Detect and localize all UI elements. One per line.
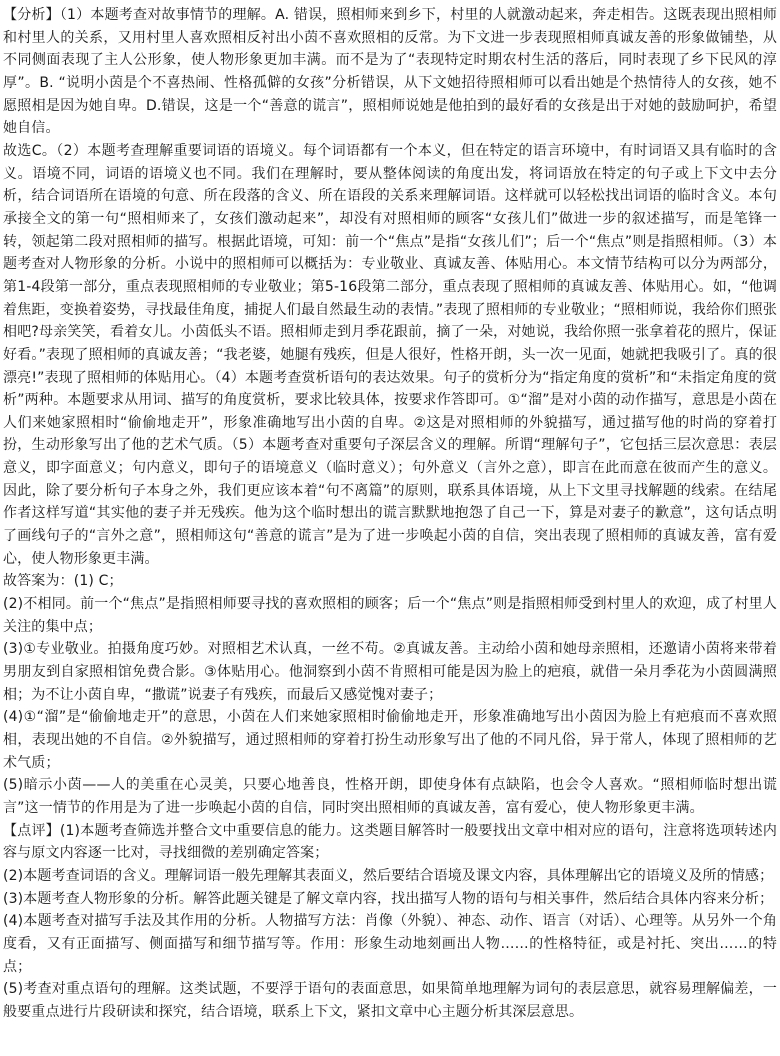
analysis-paragraph-1: 【分析】（1）本题考查对故事情节的理解。A. 错误，照相师来到乡下，村里的人就激动起来，奔走相告。这既表现出照相师和村里人的关系，又用村里人喜欢照相反衬出小茵不喜欢照相的反常。为下文进一步表现照相师真诚友善的形象做铺垫，从不同侧面表现了主人公形象，使人物形象更加丰满。而不是为了“表现特定时期农村生活的落后，同时表现了乡下民风的淳厚”。B. “说明小茵是个不喜热闹、性格孤僻的女孩”分析错误，从下文她招待照相师可以看出她是个热情待人的女孩，她不愿照相是因为她自卑。D.错误，这是一个“善意的谎言”，照相师说她是他拍到的最好看的女孩是出于对她的鼓励呵护，希望她自信。 — [3, 7, 777, 137]
comment-5: (5)考查对重点语句的理解。这类试题，不要浮于语句的表面意思，如果简单地理解为词句的表层意思，就容易理解偏差，一般要重点进行片段研读和探究，结合语境，联系上下文，紧扣文章中心主题分析其深层意思。 — [3, 981, 777, 1020]
comment-2: (2)本题考查词语的含义。理解词语一般先理解其表面义，然后要结合语境及课文内容，具体理解出它的语境义及所的情感； — [3, 867, 774, 884]
analysis-paragraph-2: 故选C。（2）本题考查理解重要词语的语境义。每个词语都有一个本义，但在特定的语言环境中，有时词语又具有临时的含义。语境不同，词语的语境义也不同。我们在理解时，要从整体阅读的角度出发，将词语放在特定的句子或上下文中去分析，结合词语所在语境的句意、所在段落的含义、所在语段的关系来理解词语。这样就可以轻松找出词语的临时含义。本句承接全文的第一句“照相师来了，女孩们激动起来”，却没有对照相师的顾客“女孩儿们”做进一步的叙述描写，而是笔锋一转，领起第二段对照相师的描写。根据此语境，可知：前一个“焦点”是指“女孩儿们”；后一个“焦点”则是指照相师。（3）本题考查对人物形象的分析。小说中的照相师可以概括为：专业敬业、真诚友善、体贴用心。本文情节结构可以分为两部分，第1-4段第一部分，重点表现照相师的专业敬业；第5-16段第二部分，重点表现了照相师的真诚友善、体贴用心。如，“他调着焦距，变换着姿势，寻找最佳角度，捕捉人们最自然最生动的表情。”表现了照相师的专业敬业；“照相师说，我给你们照张相吧?母亲笑笑，看着女儿。小茵低头不语。照相师走到月季花跟前，摘了一朵，对她说，我给你照一张拿着花的照片，保证好看。”表现了照相师的真诚友善；“我老婆，她腿有残疾，但是人很好，性格开朗，头一次一见面，她就把我吸引了。真的很漂亮!”表现了照相师的体贴用心。（4）本题考查赏析语句的表达效果。句子的赏析分为“指定角度的赏析”和“未指定角度的赏析”两种。本题要求从用词、描写的角度赏析，要求比较具体，按要求作答即可。①“溜”是对小茵的动作描写，意思是小茵在人们来她家照相时“偷偷地走开”，形象准确地写出小茵的自卑。②这是对照相师的外貌描写，通过描写他的时尚的穿着打扮，生动形象写出了他的艺术气质。（5）本题考查对重要句子深层含义的理解。所谓“理解句子”，它包括三层次意思：表层意义，即字面意义；句内意义，即句子的语境意义（临时意义）；句外意义（言外之意），即言在此而意在彼而产生的意义。因此，除了要分析句子本身之外，我们更应该本着“句不离篇”的原则，联系具体语境，从上下文里寻找解题的线索。在结尾作者这样写道“其实他的妻子并无残疾。他为这个临时想出的谎言默默地抱怨了自己一下，算是对妻子的歉意”，这句话点明了画线句子的“言外之意”，照相师这句“善意的谎言”是为了进一步唤起小茵的自信，突出表现了照相师的真诚友善，富有爱心，使人物形象更丰满。 — [3, 142, 777, 567]
answer-4: (4)①“溜”是“偷偷地走开”的意思，小茵在人们来她家照相时偷偷地走开，形象准确地写出小茵因为脸上有疤痕而不喜欢照相，表现出她的不自信。②外貌描写，通过照相师的穿着打扮生动形象写出了他的不同凡俗，异于常人，体现了照相师的艺术气质； — [3, 709, 777, 771]
answer-5: (5)暗示小茵——人的美重在心灵美，只要心地善良，性格开朗，即使身体有点缺陷，也会令人喜欢。“照相师临时想出谎言”这一情节的作用是为了进一步唤起小茵的自信，同时突出照相师的真诚友善，富有爱心，使人物形象更丰满。 — [3, 777, 777, 816]
answer-3: (3)①专业敬业。拍摄角度巧妙。对照相艺术认真，一丝不苟。②真诚友善。主动给小茵和她母亲照相，还邀请小茵将来带着男朋友到自家照相馆免费合影。③体贴用心。他洞察到小茵不肯照相可能是因为脸上的疤痕，就借一朵月季花为小茵圆满照相；为不让小茵自卑，“撒谎”说妻子有残疾，而最后又感觉愧对妻子； — [3, 641, 777, 703]
comment-3: (3)本题考查人物形象的分析。解答此题关键是了解文章内容，找出描写人物的语句与相关事件，然后结合具体内容来分析； — [3, 890, 774, 907]
comment-4: (4)本题考查对描写手法及其作用的分析。人物描写方法：肖像（外貌）、神态、动作、语言（对话）、心理等。从另外一个角度看，又有正面描写、侧面描写和细节描写等。作用：形象生动地刻画出人物……的性格特征，或是衬托、突出……的特点； — [3, 913, 777, 975]
comment-1: 【点评】(1)本题考查筛选并整合文中重要信息的能力。这类题目解答时一般要找出文章中相对应的语句，注意将选项转述内容与原文内容逐一比对，寻找细微的差别确定答案； — [3, 822, 777, 862]
answer-2: (2)不相同。前一个“焦点”是指照相师要寻找的喜欢照相的顾客；后一个“焦点”则是指照相师受到村里人的欢迎，成了村里人关注的集中点； — [3, 596, 777, 635]
answer-intro: 故答案为：(1) C； — [3, 573, 123, 590]
